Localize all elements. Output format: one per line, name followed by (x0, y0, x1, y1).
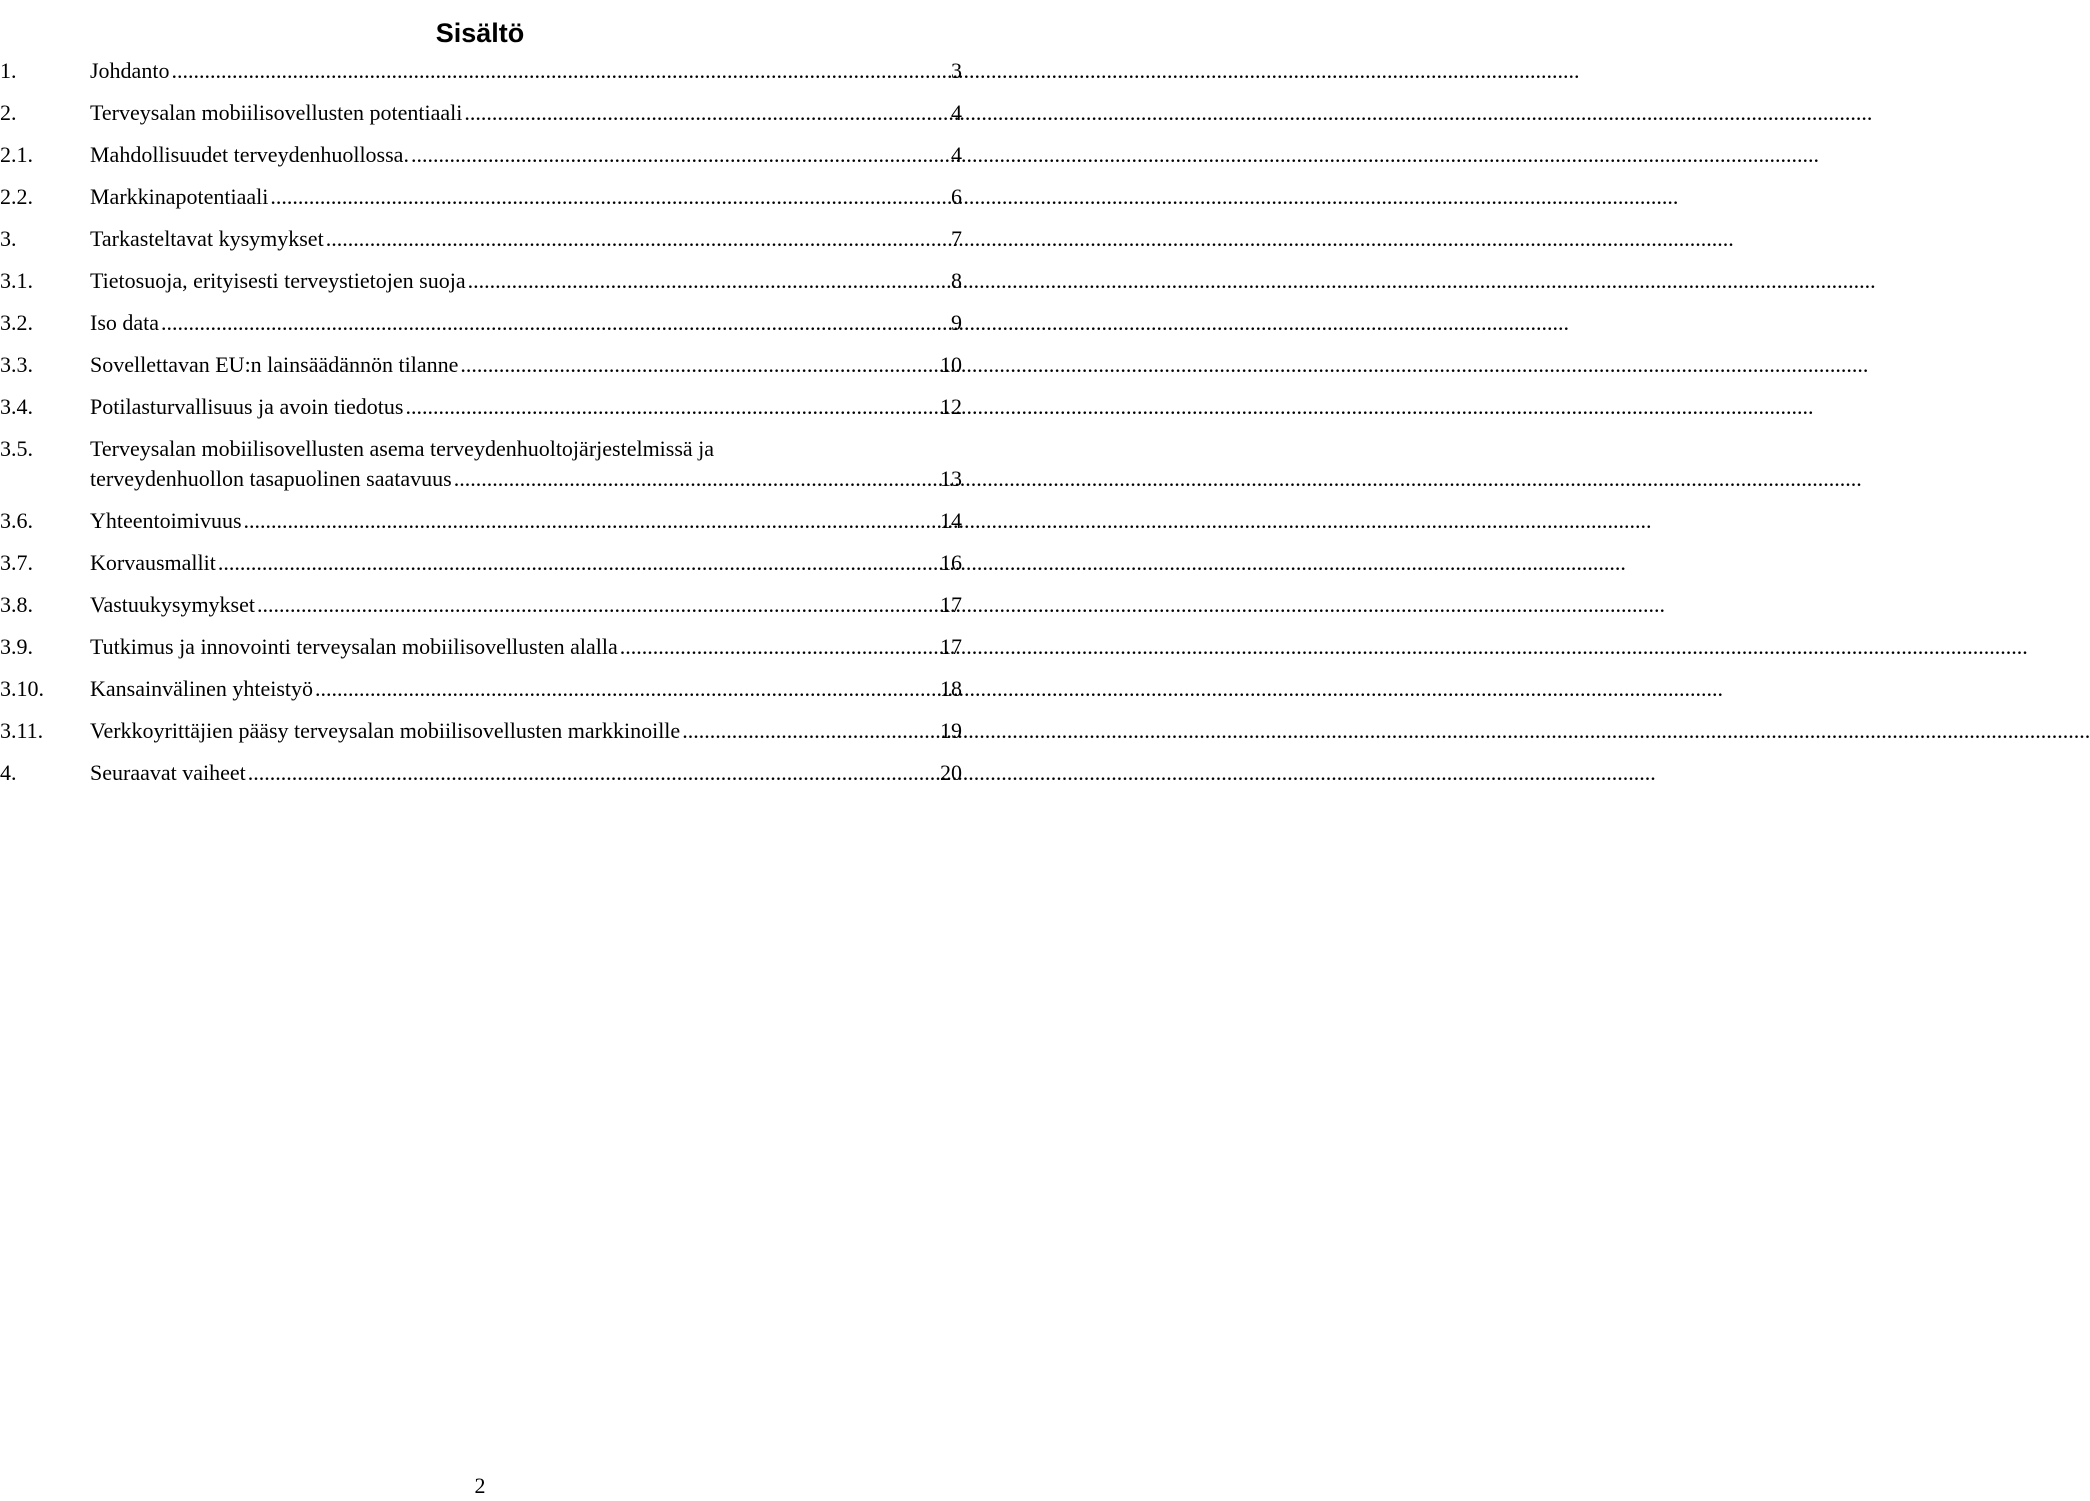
toc-entry-number: 3.6. (0, 508, 33, 533)
toc-entry-number: 4. (0, 760, 17, 785)
toc-entry-number: 3.7. (0, 550, 33, 575)
toc-entry-page: 12 (940, 394, 962, 419)
toc-entry-2[interactable] (0, 98, 962, 128)
toc-entry-title-line1: Terveysalan mobiilisovellusten asema terveydenhuoltojärjestelmissä ja (90, 436, 715, 461)
toc-entry-title: terveydenhuollon tasapuolinen saatavuus (90, 466, 452, 491)
toc-entry-title: Johdanto (90, 58, 170, 83)
toc-entry-number: 3.11. (0, 718, 44, 743)
toc-entry-number: 3. (0, 226, 17, 251)
toc-entry-3-10[interactable] (0, 674, 962, 704)
toc-entry-2-2[interactable] (0, 182, 962, 212)
page-number: 2 (474, 1473, 486, 1498)
toc-entry-page: 4 (951, 142, 962, 167)
toc-entry-title: Markkinapotentiaali (90, 184, 269, 209)
toc-entry-3-2[interactable] (0, 308, 962, 338)
toc-entry-number: 3.8. (0, 592, 33, 617)
dot-leader (326, 224, 949, 254)
toc-entry-2-1[interactable] (0, 140, 962, 170)
toc-entry-title: Seuraavat vaiheet (90, 760, 246, 785)
dot-leader (161, 308, 949, 338)
table-of-contents (0, 56, 962, 800)
toc-entry-3-9[interactable] (0, 632, 962, 662)
toc-entry-page: 13 (940, 466, 962, 491)
dot-leader (257, 590, 938, 620)
toc-entry-page: 4 (951, 100, 962, 125)
toc-entry-page: 8 (951, 268, 962, 293)
toc-entry-page: 16 (940, 550, 962, 575)
toc-entry-number: 3.3. (0, 352, 33, 377)
toc-entry-title: Verkkoyrittäjien pääsy terveysalan mobiilisovellusten markkinoille (90, 718, 681, 743)
toc-entry-number: 2.1. (0, 142, 33, 167)
toc-entry-3-4[interactable] (0, 392, 962, 422)
toc-entry-page: 14 (940, 508, 962, 533)
toc-entry-title: Mahdollisuudet terveydenhuollossa. (90, 142, 409, 167)
toc-entry-title: Terveysalan mobiilisovellusten potentiaali (90, 100, 463, 125)
toc-entry-3-3[interactable] (0, 350, 962, 380)
toc-entry-number: 3.4. (0, 394, 33, 419)
dot-leader (682, 716, 938, 746)
dot-leader (248, 758, 938, 788)
dot-leader (468, 266, 949, 296)
toc-entry-number: 2. (0, 100, 17, 125)
dot-leader (405, 392, 938, 422)
toc-entry-number: 3.2. (0, 310, 33, 335)
toc-entry-title: Tarkasteltavat kysymykset (90, 226, 324, 251)
toc-entry-page: 6 (951, 184, 962, 209)
toc-entry-3[interactable] (0, 224, 962, 254)
toc-entry-title: Vastuukysymykset (90, 592, 255, 617)
toc-entry-page: 7 (951, 226, 962, 251)
toc-entry-page: 3 (951, 58, 962, 83)
toc-entry-page: 17 (940, 634, 962, 659)
dot-leader (244, 506, 938, 536)
toc-entry-3-7[interactable] (0, 548, 962, 578)
toc-entry-number: 1. (0, 58, 17, 83)
dot-leader (171, 56, 949, 86)
toc-entry-title: Iso data (90, 310, 160, 335)
toc-entry-page: 18 (940, 676, 962, 701)
toc-entry-3-11[interactable] (0, 716, 962, 746)
toc-entry-number: 2.2. (0, 184, 33, 209)
toc-entry-title: Tutkimus ja innovointi terveysalan mobiilisovellusten alalla (90, 634, 618, 659)
dot-leader (464, 98, 949, 128)
toc-entry-number: 3.1. (0, 268, 33, 293)
page-title: Sisältö (435, 18, 525, 49)
toc-entry-number: 3.10. (0, 676, 44, 701)
toc-entry-title: Sovellettavan EU:n lainsäädännön tilanne (90, 352, 459, 377)
toc-entry-page: 10 (940, 352, 962, 377)
toc-entry-number: 3.5. (0, 436, 33, 461)
dot-leader (218, 548, 938, 578)
dot-leader (411, 140, 949, 170)
dot-leader (454, 464, 938, 494)
toc-entry-3-1[interactable] (0, 266, 962, 296)
dot-leader (270, 182, 949, 212)
toc-entry-title: Kansainvälinen yhteistyö (90, 676, 314, 701)
toc-entry-3-5[interactable] (0, 434, 962, 494)
toc-entry-1[interactable] (0, 56, 962, 86)
toc-entry-number: 3.9. (0, 634, 33, 659)
dot-leader (460, 350, 938, 380)
toc-entry-3-8[interactable] (0, 590, 962, 620)
toc-entry-page: 9 (951, 310, 962, 335)
toc-entry-title: Potilasturvallisuus ja avoin tiedotus (90, 394, 404, 419)
toc-entry-4[interactable] (0, 758, 962, 788)
dot-leader (315, 674, 938, 704)
toc-entry-page: 19 (940, 718, 962, 743)
toc-entry-page: 17 (940, 592, 962, 617)
dot-leader (620, 632, 938, 662)
toc-entry-title: Tietosuoja, erityisesti terveystietojen suoja (90, 268, 466, 293)
toc-entry-title: Yhteentoimivuus (90, 508, 242, 533)
toc-entry-title: Korvausmallit (90, 550, 216, 575)
toc-entry-page: 20 (940, 760, 962, 785)
toc-entry-3-6[interactable] (0, 506, 962, 536)
